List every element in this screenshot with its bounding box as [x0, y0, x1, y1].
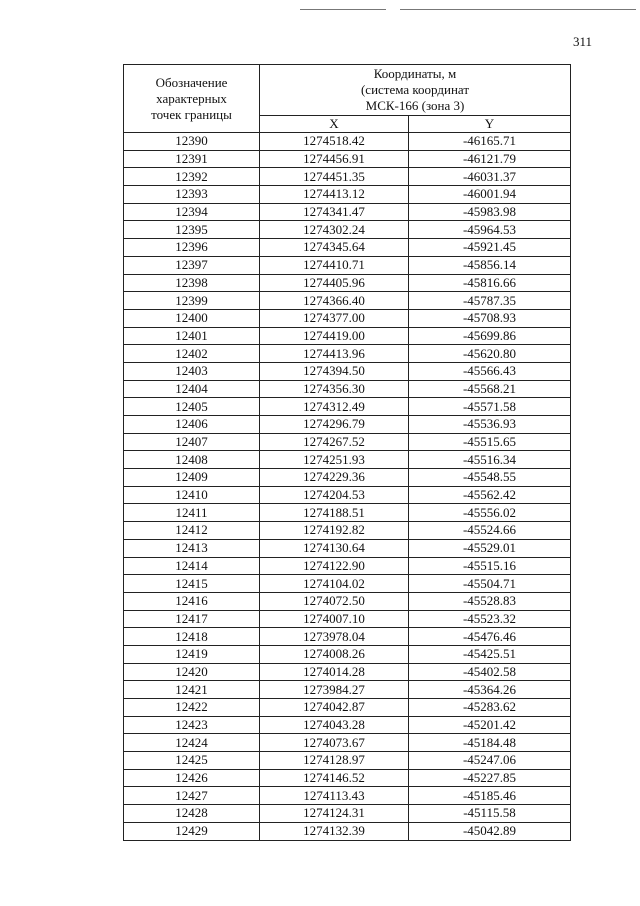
x-coordinate-cell: 1274394.50: [260, 362, 409, 380]
point-id-cell: 12398: [124, 274, 260, 292]
point-id-cell: 12412: [124, 522, 260, 540]
table-row: [124, 539, 571, 557]
y-coordinate-cell: -45556.02: [409, 504, 571, 522]
x-coordinate-cell: 1274451.35: [260, 168, 409, 186]
point-id-cell: 12427: [124, 787, 260, 805]
y-coordinate-cell: -45185.46: [409, 787, 571, 805]
x-coordinate-cell: 1274008.26: [260, 645, 409, 663]
table-row: [124, 433, 571, 451]
x-coordinate-cell: 1274104.02: [260, 575, 409, 593]
y-coordinate-cell: -45787.35: [409, 292, 571, 310]
y-coordinate-cell: -45528.83: [409, 592, 571, 610]
y-coordinate-cell: -45699.86: [409, 327, 571, 345]
point-label-header: Обозначение характерных точек границы: [124, 65, 260, 133]
x-coordinate-cell: 1274366.40: [260, 292, 409, 310]
x-coordinate-cell: 1274341.47: [260, 203, 409, 221]
table-row: [124, 805, 571, 823]
point-id-cell: 12396: [124, 239, 260, 257]
y-coordinate-cell: -45523.32: [409, 610, 571, 628]
y-coordinate-cell: -46001.94: [409, 186, 571, 204]
table-row: [124, 380, 571, 398]
point-id-cell: 12418: [124, 628, 260, 646]
x-column-header: X: [260, 116, 409, 133]
page-number: 311: [573, 34, 593, 49]
y-coordinate-cell: -45402.58: [409, 663, 571, 681]
y-coordinate-cell: -45201.42: [409, 716, 571, 734]
x-coordinate-cell: 1274267.52: [260, 433, 409, 451]
y-coordinate-cell: -45524.66: [409, 522, 571, 540]
x-coordinate-cell: 1274413.96: [260, 345, 409, 363]
table-row: [124, 504, 571, 522]
table-row: [124, 203, 571, 221]
table-row: [124, 292, 571, 310]
x-coordinate-cell: 1274251.93: [260, 451, 409, 469]
x-coordinate-cell: 1274124.31: [260, 805, 409, 823]
y-coordinate-cell: -45566.43: [409, 362, 571, 380]
y-coordinate-cell: -45708.93: [409, 309, 571, 327]
x-coordinate-cell: 1274229.36: [260, 469, 409, 487]
x-coordinate-cell: 1273984.27: [260, 681, 409, 699]
y-coordinate-cell: -45568.21: [409, 380, 571, 398]
x-coordinate-cell: 1274188.51: [260, 504, 409, 522]
table-row: [124, 681, 571, 699]
x-coordinate-cell: 1274042.87: [260, 699, 409, 717]
x-coordinate-cell: 1274419.00: [260, 327, 409, 345]
y-coordinate-cell: -45571.58: [409, 398, 571, 416]
table-row: [124, 699, 571, 717]
point-id-cell: 12426: [124, 769, 260, 787]
point-id-cell: 12413: [124, 539, 260, 557]
x-coordinate-cell: 1273978.04: [260, 628, 409, 646]
point-id-cell: 12405: [124, 398, 260, 416]
y-coordinate-cell: -45921.45: [409, 239, 571, 257]
x-coordinate-cell: 1274007.10: [260, 610, 409, 628]
x-coordinate-cell: 1274073.67: [260, 734, 409, 752]
y-coordinate-cell: -45283.62: [409, 699, 571, 717]
y-coordinate-cell: -45247.06: [409, 752, 571, 770]
point-id-cell: 12410: [124, 486, 260, 504]
point-id-cell: 12399: [124, 292, 260, 310]
x-coordinate-cell: 1274345.64: [260, 239, 409, 257]
table-row: [124, 628, 571, 646]
x-coordinate-cell: 1274072.50: [260, 592, 409, 610]
point-id-cell: 12395: [124, 221, 260, 239]
point-id-cell: 12393: [124, 186, 260, 204]
point-id-cell: 12409: [124, 469, 260, 487]
coordinates-table: [123, 64, 571, 841]
point-id-cell: 12425: [124, 752, 260, 770]
point-id-cell: 12411: [124, 504, 260, 522]
table-row: [124, 522, 571, 540]
y-column-header: Y: [409, 116, 571, 133]
y-coordinate-cell: -45548.55: [409, 469, 571, 487]
x-coordinate-cell: 1274043.28: [260, 716, 409, 734]
x-coordinate-cell: 1274302.24: [260, 221, 409, 239]
point-id-cell: 12391: [124, 150, 260, 168]
x-coordinate-cell: 1274146.52: [260, 769, 409, 787]
point-id-cell: 12392: [124, 168, 260, 186]
table-row: [124, 645, 571, 663]
y-coordinate-cell: -46165.71: [409, 133, 571, 151]
table-row: [124, 345, 571, 363]
x-coordinate-cell: 1274413.12: [260, 186, 409, 204]
y-coordinate-cell: -45115.58: [409, 805, 571, 823]
y-coordinate-cell: -45515.16: [409, 557, 571, 575]
top-rule-right: [400, 9, 636, 10]
x-coordinate-cell: 1274132.39: [260, 822, 409, 840]
table-row: [124, 663, 571, 681]
point-id-cell: 12422: [124, 699, 260, 717]
x-coordinate-cell: 1274405.96: [260, 274, 409, 292]
point-id-cell: 12420: [124, 663, 260, 681]
x-coordinate-cell: 1274130.64: [260, 539, 409, 557]
table-row: [124, 274, 571, 292]
point-id-cell: 12403: [124, 362, 260, 380]
y-coordinate-cell: -45856.14: [409, 256, 571, 274]
y-coordinate-cell: -45184.48: [409, 734, 571, 752]
point-id-cell: 12419: [124, 645, 260, 663]
y-coordinate-cell: -45042.89: [409, 822, 571, 840]
point-id-cell: 12415: [124, 575, 260, 593]
table-row: [124, 221, 571, 239]
table-row: [124, 575, 571, 593]
y-coordinate-cell: -45983.98: [409, 203, 571, 221]
table-row: [124, 398, 571, 416]
table-row: [124, 150, 571, 168]
y-coordinate-cell: -45816.66: [409, 274, 571, 292]
x-coordinate-cell: 1274312.49: [260, 398, 409, 416]
y-coordinate-cell: -45504.71: [409, 575, 571, 593]
y-coordinate-cell: -45516.34: [409, 451, 571, 469]
x-coordinate-cell: 1274113.43: [260, 787, 409, 805]
x-coordinate-cell: 1274296.79: [260, 416, 409, 434]
table-row: [124, 362, 571, 380]
x-coordinate-cell: 1274456.91: [260, 150, 409, 168]
x-coordinate-cell: 1274356.30: [260, 380, 409, 398]
y-coordinate-cell: -46031.37: [409, 168, 571, 186]
point-id-cell: 12401: [124, 327, 260, 345]
y-coordinate-cell: -45364.26: [409, 681, 571, 699]
y-coordinate-cell: -45425.51: [409, 645, 571, 663]
point-id-cell: 12421: [124, 681, 260, 699]
point-id-cell: 12408: [124, 451, 260, 469]
point-id-cell: 12429: [124, 822, 260, 840]
point-id-cell: 12407: [124, 433, 260, 451]
y-coordinate-cell: -45529.01: [409, 539, 571, 557]
table-row: [124, 133, 571, 151]
table-row: [124, 186, 571, 204]
table-row: [124, 168, 571, 186]
table-row: [124, 451, 571, 469]
y-coordinate-cell: -45620.80: [409, 345, 571, 363]
table-row: [124, 787, 571, 805]
table-row: [124, 610, 571, 628]
table-row: [124, 469, 571, 487]
table-row: [124, 309, 571, 327]
coordinates-header: Координаты, м (система координат МСК-166 (зона 3): [260, 65, 571, 116]
y-coordinate-cell: -45562.42: [409, 486, 571, 504]
point-id-cell: 12402: [124, 345, 260, 363]
table-row: [124, 822, 571, 840]
table-row: [124, 769, 571, 787]
x-coordinate-cell: 1274518.42: [260, 133, 409, 151]
table-row: [124, 416, 571, 434]
x-coordinate-cell: 1274204.53: [260, 486, 409, 504]
point-id-cell: 12428: [124, 805, 260, 823]
x-coordinate-cell: 1274122.90: [260, 557, 409, 575]
x-coordinate-cell: 1274377.00: [260, 309, 409, 327]
point-id-cell: 12400: [124, 309, 260, 327]
point-id-cell: 12406: [124, 416, 260, 434]
point-id-cell: 12394: [124, 203, 260, 221]
y-coordinate-cell: -45515.65: [409, 433, 571, 451]
table-row: [124, 486, 571, 504]
table-row: [124, 734, 571, 752]
point-id-cell: 12416: [124, 592, 260, 610]
y-coordinate-cell: -45964.53: [409, 221, 571, 239]
x-coordinate-cell: 1274014.28: [260, 663, 409, 681]
table-row: [124, 557, 571, 575]
y-coordinate-cell: -45227.85: [409, 769, 571, 787]
point-id-cell: 12417: [124, 610, 260, 628]
y-coordinate-cell: -45476.46: [409, 628, 571, 646]
table-row: [124, 256, 571, 274]
y-coordinate-cell: -45536.93: [409, 416, 571, 434]
top-rule-left: [300, 9, 386, 10]
y-coordinate-cell: -46121.79: [409, 150, 571, 168]
point-id-cell: 12397: [124, 256, 260, 274]
table-row: [124, 592, 571, 610]
table-row: [124, 239, 571, 257]
point-id-cell: 12390: [124, 133, 260, 151]
x-coordinate-cell: 1274128.97: [260, 752, 409, 770]
x-coordinate-cell: 1274410.71: [260, 256, 409, 274]
point-id-cell: 12404: [124, 380, 260, 398]
table-row: [124, 327, 571, 345]
point-id-cell: 12423: [124, 716, 260, 734]
x-coordinate-cell: 1274192.82: [260, 522, 409, 540]
table-row: [124, 752, 571, 770]
point-id-cell: 12414: [124, 557, 260, 575]
point-id-cell: 12424: [124, 734, 260, 752]
table-row: [124, 716, 571, 734]
